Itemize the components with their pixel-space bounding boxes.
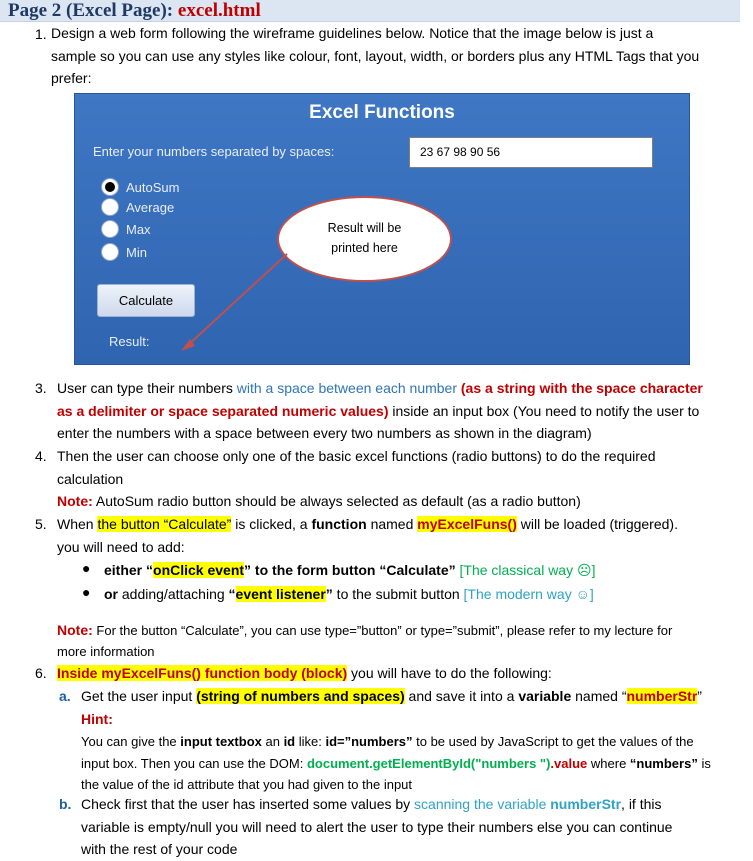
radio-max[interactable]: Max — [101, 220, 151, 238]
item-number: 4. — [35, 448, 47, 464]
wireframe-form — [74, 93, 690, 365]
file-name: excel.html — [177, 0, 261, 21]
numbers-input[interactable]: 23 67 98 90 56 — [409, 137, 653, 168]
radio-average[interactable]: Average — [101, 198, 174, 216]
bullet-icon: ● — [82, 560, 91, 576]
sub-item-a-label: a. — [59, 688, 71, 704]
hint-text: You can give the input textbox an id like: id=”numbers” to be used by JavaScript to get the values of the input box. Then you can use the DOM: document.getElementById("numbers ").value where “numbers” is the value of the id attribute that you had given to the input — [81, 734, 711, 792]
item5-text: When the button “Calculate” is clicked, a function named myExcelFuns() will be loaded (triggered). you will need to add: — [57, 516, 678, 555]
radio-min[interactable]: Min — [101, 243, 147, 261]
page-title: Page 2 (Excel Page): excel.html — [0, 0, 740, 22]
sub-item-b-label: b. — [59, 796, 72, 812]
item-number: 6. — [35, 665, 47, 681]
item3-text: User can type their numbers with a space between each number (as a string with the space character as a delimiter or space separated numeric values) inside an input box (You need to notify the user to enter the numbers with a space between every two numbers as shown in the diagram) — [57, 380, 703, 441]
sub-item-a-text: Get the user input (string of numbers and spaces) and save it into a variable named “numberStr” Hint: — [81, 688, 702, 727]
item6-text: Inside myExcelFuns() function body (block) you will have to do the following: — [57, 665, 552, 681]
bullet-onclick: either “onClick event” to the form button “Calculate” [The classical way ☹] — [104, 562, 596, 578]
callout-arrow-icon — [75, 94, 691, 366]
item-number: 3. — [35, 380, 47, 396]
radio-autosum[interactable]: AutoSum — [101, 178, 179, 196]
item4-text: Then the user can choose only one of the basic excel functions (radio buttons) to do the required calculation Note: AutoSum radio button should be always selected as default (as a radio button) — [57, 448, 656, 509]
item-number: 5. — [35, 516, 47, 532]
item5-note: Note: For the button “Calculate”, you can use type=”button” or type=”submit”, please refer to my lecture for more information — [57, 622, 673, 659]
numbers-prompt: Enter your numbers separated by spaces: — [93, 144, 335, 159]
form-title: Excel Functions — [309, 102, 455, 123]
result-label: Result: — [109, 334, 150, 349]
item-number: 1. — [35, 26, 47, 42]
bullet-icon: ● — [82, 584, 91, 600]
calculate-button[interactable]: Calculate — [97, 284, 195, 317]
result-callout: Result will be printed here — [277, 196, 452, 282]
item1-text: Design a web form following the wireframe guidelines below. Notice that the image below is just a sample so you can use any styles like colour, font, layout, width, or borders plus any HTML Tags that you prefer: — [51, 25, 700, 86]
bullet-event-listener: or adding/attaching “event listener” to the submit button [The modern way ☺] — [104, 586, 594, 602]
sub-item-b-text: Check first that the user has inserted some values by scanning the variable numberStr, if this variable is empty/null you will need to alert the user to type their numbers else you can continue with the rest of your code — [81, 796, 673, 857]
